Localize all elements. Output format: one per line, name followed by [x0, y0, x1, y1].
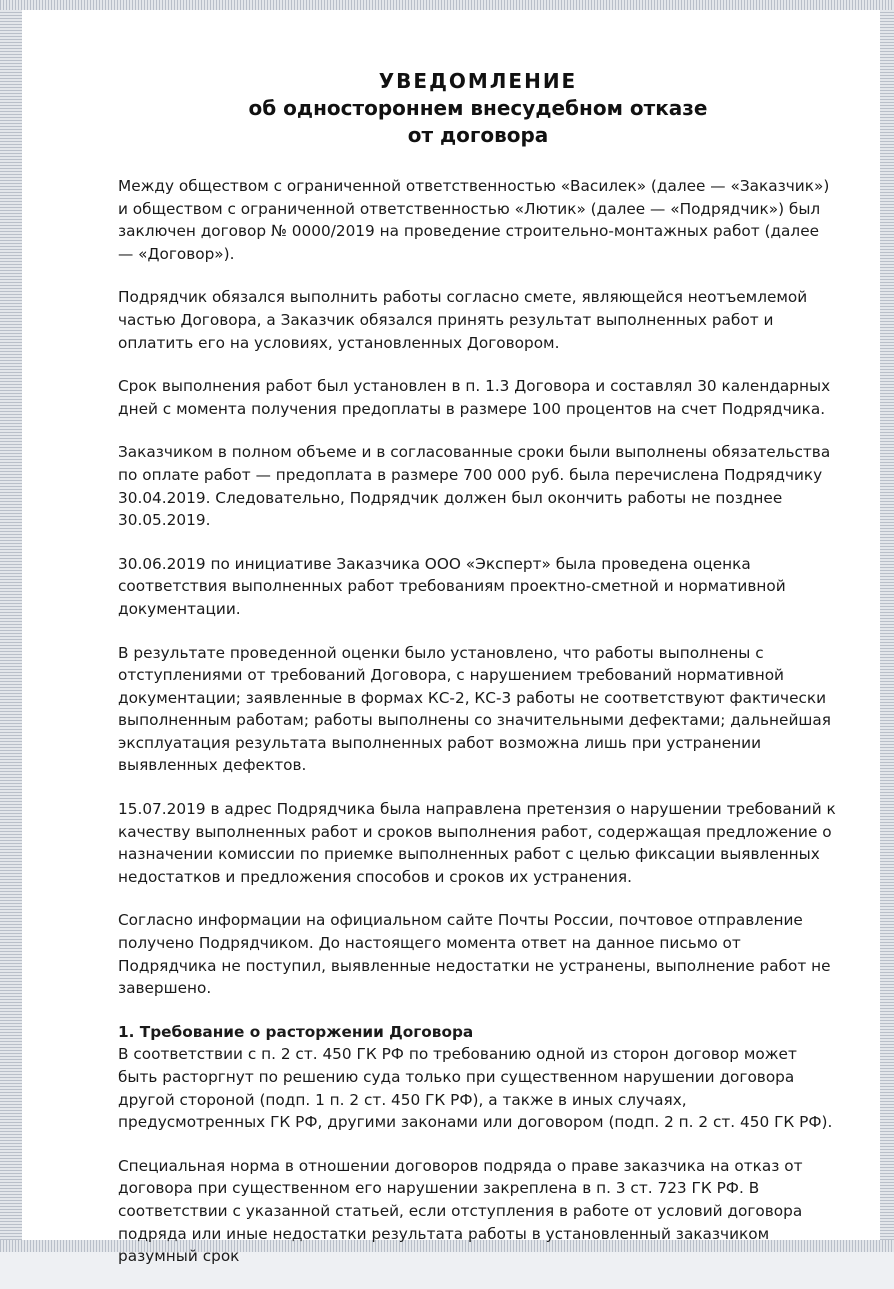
- paragraph-assessment: 30.06.2019 по инициативе Заказчика ООО «Эксперт» была проведена оценка соответствия выполненных работ требованиям проектно-сметной и нормативной документации.: [118, 554, 786, 618]
- section-termination: [118, 1021, 838, 1268]
- paragraph-assessment-result: В результате проведенной оценки было установлено, что работы выполнены с отступлениями от требований Договора, с нарушением требований нормативной документации; заявленные в формах КС-2, КС-3 работы не соответствуют фактически выполненным работам; работы выполнены со значительными дефектами; дальнейшая эксплуатация результата выполненных работ возможна лишь при устранении выявленных дефектов.: [118, 643, 831, 775]
- paragraph-obligations: Подрядчик обязался выполнить работы согласно смете, являющейся неотъемлемой частью Договора, а Заказчик обязался принять результат выполненных работ и оплатить его на условиях, установленных Договором.: [118, 288, 808, 352]
- page-edge-left: [0, 0, 22, 1252]
- document-body: [118, 68, 838, 1289]
- document-page: [22, 10, 880, 1266]
- title-subtitle-line2: от договора: [407, 123, 549, 147]
- paragraph-law-723: Специальная норма в отношении договоров подряда о праве заказчика на отказ от договора при существенном его нарушении закреплена в п. 3 ст. 723 ГК РФ. В соответствии с указанной статьей, если отступления в работе от условий договора подряда или иные недостатки результата работы в установленный заказчиком разумный срок: [118, 1156, 803, 1266]
- paragraph-parties: Между обществом с ограниченной ответственностью «Василек» (далее — «Заказчик») и обществом с ограниченной ответственностью «Лютик» (далее — «Подрядчик») был заключен договор № 0000/2019 на проведение строительно-монтажных работ (далее — «Договор»).: [118, 177, 830, 263]
- section-heading: 1. Требование о расторжении Договора: [118, 1022, 474, 1041]
- title-subtitle-line1: об одностороннем внесудебном отказе: [248, 96, 708, 120]
- page-edge-right: [880, 0, 894, 1252]
- paragraph-claim: 15.07.2019 в адрес Подрядчика была направлена претензия о нарушении требований к качеству выполненных работ и сроков выполнения работ, содержащая предложение о назначении комиссии по приемке выполненных работ с целью фиксации выявленных недостатков и предложения способов и сроков их устранения.: [118, 800, 836, 886]
- paragraph-term: Срок выполнения работ был установлен в п. 1.3 Договора и составлял 30 календарных дней с момента получения предоплаты в размере 100 процентов на счет Подрядчика.: [118, 377, 831, 418]
- page-edge-top: [0, 0, 894, 10]
- document-title: [118, 68, 838, 149]
- title-main: УВЕДОМЛЕНИЕ: [378, 69, 578, 93]
- paragraph-payment: Заказчиком в полном объеме и в согласованные сроки были выполнены обязательства по оплате работ — предоплата в размере 700 000 руб. была перечислена Подрядчику 30.04.2019. Следовательно, Подрядчик должен был окончить работы не позднее 30.05.2019.: [118, 443, 831, 530]
- paragraph-post: Согласно информации на официальном сайте Почты России, почтовое отправление получено Подрядчиком. До настоящего момента ответ на данное письмо от Подрядчика не поступил, выявленные недостатки не устранены, выполнение работ не завершено.: [118, 911, 831, 998]
- paragraph-law-450: В соответствии с п. 2 ст. 450 ГК РФ по требованию одной из сторон договор может быть расторгнут по решению суда только при существенном нарушении договора другой стороной (подп. 1 п. 2 ст. 450 ГК РФ), а также в иных случаях, предусмотренных ГК РФ, другими законами или договором (подп. 2 п. 2 ст. 450 ГК РФ).: [118, 1045, 833, 1132]
